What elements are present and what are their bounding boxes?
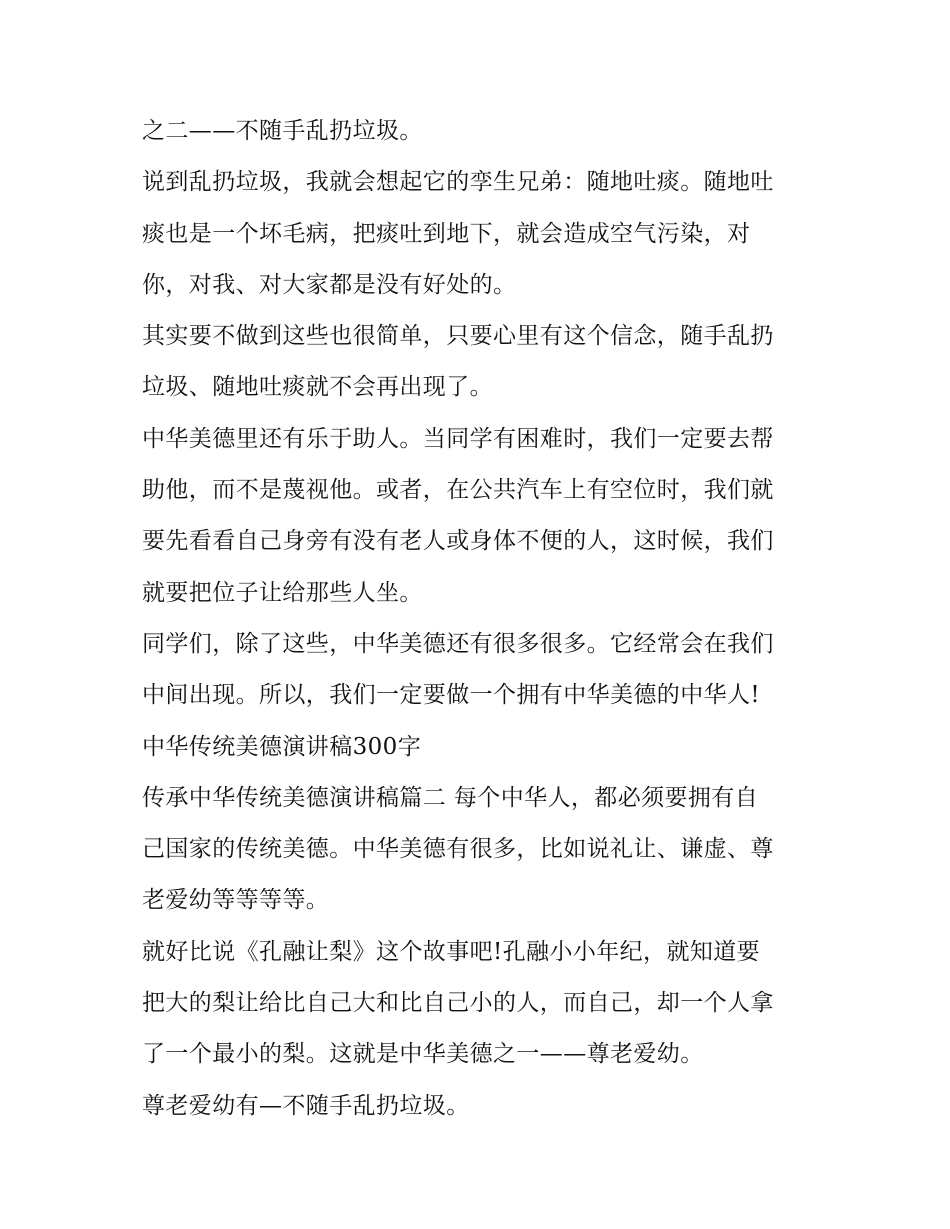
text-line: 助他，而不是蔑视他。或者，在公共汽车上有空位时，我们就 <box>142 477 774 504</box>
text-line: 痰也是一个坏毛病，把痰吐到地下，就会造成空气污染，对 <box>142 220 751 247</box>
text-line: 同学们，除了这些，中华美德还有很多很多。它经常会在我们 <box>142 630 774 657</box>
text-line: 你，对我、对大家都是没有好处的。 <box>142 271 517 298</box>
text-line: 说到乱扔垃圾，我就会想起它的孪生兄弟：随地吐痰。随地吐 <box>142 169 774 196</box>
text-line: 中华美德里还有乐于助人。当同学有困难时，我们一定要去帮 <box>142 425 774 452</box>
text-line: 己国家的传统美德。中华美德有很多，比如说礼让、谦虚、尊 <box>142 836 774 863</box>
text-line: 传承中华传统美德演讲稿篇二 每个中华人，都必须要拥有自 <box>142 784 759 811</box>
section-heading: 中华传统美德演讲稿300字 <box>142 733 422 760</box>
text-line: 把大的梨让给比自己大和比自己小的人，而自己，却一个人拿 <box>142 990 774 1017</box>
text-line: 中间出现。所以，我们一定要做一个拥有中华美德的中华人! <box>142 682 761 709</box>
text-line: 要先看看自己身旁有没有老人或身体不便的人，这时候，我们 <box>142 528 774 555</box>
text-line: 尊老爱幼有—不随手乱扔垃圾。 <box>142 1092 470 1119</box>
text-line: 之二——不随手乱扔垃圾。 <box>142 118 423 144</box>
text-line: 了一个最小的梨。这就是中华美德之一——尊老爱幼。 <box>142 1041 704 1068</box>
document-body <box>142 106 822 1132</box>
text-line: 老爱幼等等等等。 <box>142 887 330 914</box>
text-line: 就要把位子让给那些人坐。 <box>142 579 423 606</box>
text-line: 其实要不做到这些也很简单，只要心里有这个信念，随手乱扔 <box>142 323 774 350</box>
text-line: 就好比说《孔融让梨》这个故事吧!孔融小小年纪，就知道要 <box>142 938 761 965</box>
text-line: 垃圾、随地吐痰就不会再出现了。 <box>142 374 493 401</box>
